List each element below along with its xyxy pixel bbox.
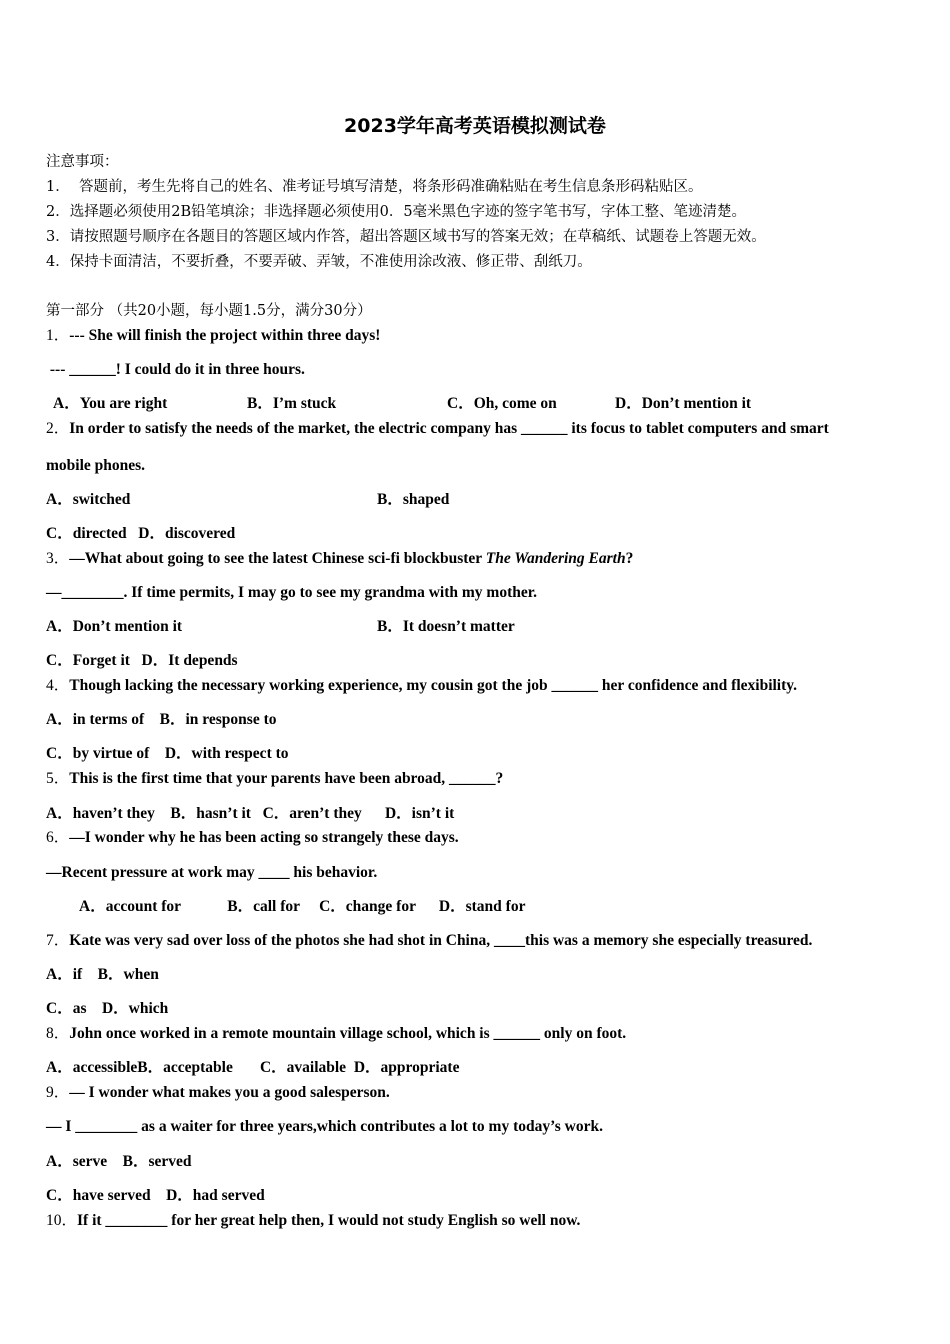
question-number: 8．	[46, 1025, 70, 1042]
question-3	[46, 549, 633, 569]
option-cd: C．by virtue of D．with respect to	[46, 745, 289, 762]
question-8	[46, 1024, 626, 1044]
movie-title: The Wandering Earth	[485, 550, 626, 567]
question-stem: — I wonder what makes you a good salesperson.	[69, 1084, 390, 1101]
notice-item-4: 4．保持卡面清洁，不要折叠，不要弄破、弄皱，不准使用涂改液、修正带、刮纸刀。	[46, 254, 592, 270]
question-2-cont: mobile phones.	[46, 457, 146, 474]
question-9	[46, 1083, 390, 1103]
option-a: A．Don’t mention it	[46, 618, 183, 635]
page-title: 2023学年高考英语模拟测试卷	[344, 115, 606, 137]
notice-heading: 注意事项：	[46, 154, 119, 170]
notice-item-3: 3．请按照题号顺序在各题目的答题区域内作答，超出答题区域书写的答案无效；在草稿纸、试题卷上答题无效。	[46, 229, 766, 245]
question-3-reply: —________. If time permits, I may go to see my grandma with my mother.	[46, 584, 538, 601]
question-stem: —What about going to see the latest Chinese sci-fi blockbuster	[69, 550, 486, 567]
option-ab: A．in terms of B．in response to	[46, 711, 277, 728]
option-abcd: A．accessibleB．acceptable C．available D．appropriate	[46, 1059, 460, 1076]
option-b: B．It doesn’t matter	[377, 618, 515, 635]
question-7	[46, 931, 812, 951]
question-number: 10．	[46, 1212, 78, 1229]
question-stem: John once worked in a remote mountain village school, which is ______ only on foot.	[69, 1025, 627, 1042]
question-9-reply: — I ________ as a waiter for three years,which contributes a lot to my today’s work.	[46, 1118, 603, 1135]
question-10	[46, 1211, 580, 1231]
option-cd: C．have served D．had served	[46, 1187, 265, 1204]
option-b: B．I’m stuck	[247, 395, 337, 412]
notice-item-2: 2．选择题必须使用2B铅笔填涂；非选择题必须使用0．5毫米黑色字迹的签字笔书写，字体工整、笔迹清楚。	[46, 204, 747, 220]
question-number: 1．	[46, 327, 70, 344]
question-number: 3．	[46, 550, 70, 567]
option-cd: C．Forget it D．It depends	[46, 652, 238, 669]
option-a: A．You are right	[53, 395, 168, 412]
question-number: 6．	[46, 829, 70, 846]
question-4	[46, 676, 797, 696]
question-5	[46, 769, 503, 789]
option-cd: C．as D．which	[46, 1000, 169, 1017]
question-stem: —I wonder why he has been acting so strangely these days.	[69, 829, 459, 846]
question-stem: Though lacking the necessary working experience, my cousin got the job ______ her confidence and flexibility.	[69, 677, 798, 694]
option-d: D．Don’t mention it	[615, 395, 752, 412]
option-c: C．Oh, come on	[447, 395, 557, 412]
question-stem: In order to satisfy the needs of the market, the electric company has ______ its focus to tablet computers and smart	[69, 420, 829, 437]
option-abcd: A．account for B．call for C．change for D．stand for	[79, 898, 526, 915]
question-number: 7．	[46, 932, 70, 949]
question-2	[46, 419, 829, 439]
question-6-reply: —Recent pressure at work may ____ his behavior.	[46, 864, 378, 881]
question-number: 9．	[46, 1084, 70, 1101]
notice-item-1: 1． 答题前，考生先将自己的姓名、准考证号填写清楚，将条形码准确粘贴在考生信息条形码粘贴区。	[46, 179, 703, 195]
question-stem: This is the first time that your parents have been abroad, ______?	[69, 770, 504, 787]
option-ab: A．serve B．served	[46, 1153, 192, 1170]
option-ab: A．if B．when	[46, 966, 159, 983]
question-stem: If it ________ for her great help then, I would not study English so well now.	[77, 1212, 581, 1229]
question-stem: --- She will finish the project within three days!	[69, 327, 381, 344]
question-number: 2．	[46, 420, 70, 437]
option-cd: C．directed D．discovered	[46, 525, 236, 542]
question-stem-end: ?	[625, 550, 634, 567]
question-number: 5．	[46, 770, 70, 787]
question-1	[46, 326, 380, 346]
option-abcd: A．haven’t they B．hasn’t it C．aren’t they D．isn’t it	[46, 805, 455, 822]
question-6	[46, 828, 459, 848]
option-a: A．switched	[46, 491, 131, 508]
question-stem: Kate was very sad over loss of the photos she had shot in China, ____this was a memory she especially treasured.	[69, 932, 813, 949]
option-b: B．shaped	[377, 491, 450, 508]
section-heading: 第一部分 （共20小题，每小题1.5分，满分30分）	[46, 303, 372, 319]
question-1-reply: --- ______! I could do it in three hours.	[46, 361, 305, 378]
question-number: 4．	[46, 677, 70, 694]
